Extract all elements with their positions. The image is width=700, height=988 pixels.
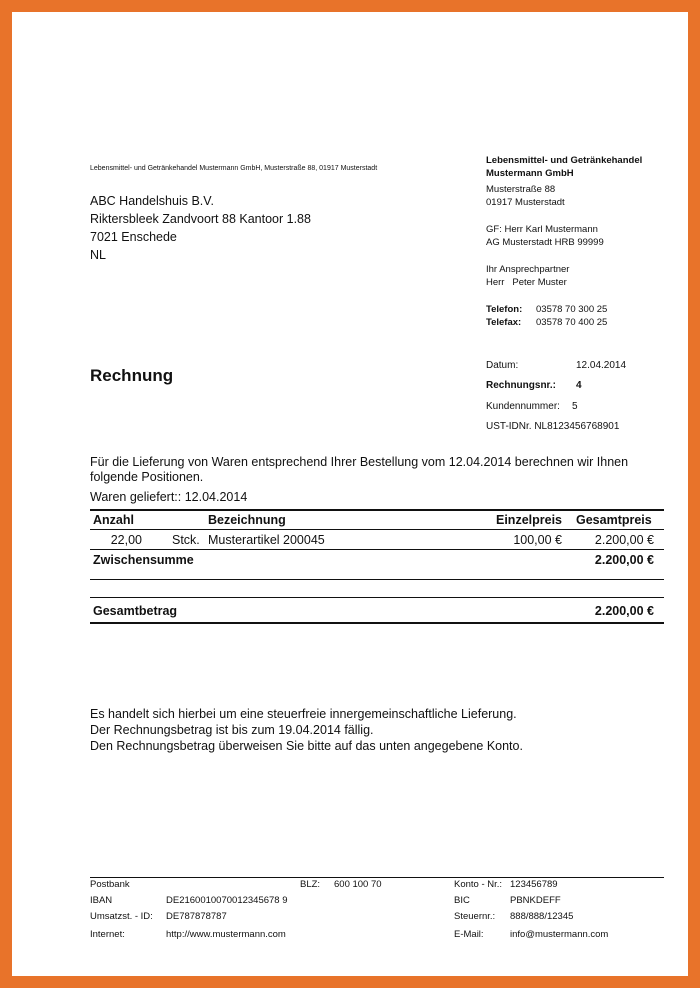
konto-label: Konto - Nr.: <box>454 879 503 890</box>
email-label: E-Mail: <box>454 929 484 940</box>
ustid-label: Umsatzst. - ID: <box>90 911 153 922</box>
footer-rule <box>90 877 664 878</box>
intro-line1: Für die Lieferung von Waren entsprechend Ihrer Bestellung vom 12.04.2014 berechnen wir Ihnen <box>90 455 629 469</box>
company-register: AG Musterstadt HRB 99999 <box>486 237 604 248</box>
row-unit-price: 100,00 € <box>513 533 562 547</box>
delivery-date: Waren geliefert:: 12.04.2014 <box>90 490 248 504</box>
bank-name: Postbank <box>90 879 130 890</box>
subtotal-label: Zwischensumme <box>93 553 194 567</box>
row-description: Musterartikel 200045 <box>208 533 325 547</box>
note-line3: Den Rechnungsbetrag überweisen Sie bitte auf das unten angegebene Konto. <box>90 739 523 753</box>
row-rule <box>90 549 664 550</box>
invoice-title: Rechnung <box>90 366 174 385</box>
vat-id: UST-IDNr. NL8123456768901 <box>486 421 620 432</box>
header-desc: Bezeichnung <box>208 513 286 527</box>
contact-name: Herr Peter Muster <box>486 277 567 288</box>
row-unit-label: Stck. <box>172 533 200 547</box>
fax-label: Telefax: <box>486 317 522 328</box>
steuer-label: Steuernr.: <box>454 911 496 922</box>
table-top-rule <box>90 509 664 511</box>
invoice-page <box>12 12 688 976</box>
blz-value: 600 100 70 <box>334 879 382 890</box>
company-gf: GF: Herr Karl Mustermann <box>486 224 598 235</box>
grand-top-rule <box>90 597 664 598</box>
company-name-line1: Lebensmittel- und Getränkehandel <box>486 155 643 166</box>
date-label: Datum: <box>486 360 519 371</box>
invoice-number-value: 4 <box>576 380 582 391</box>
recipient-street: Riktersbleek Zandvoort 88 Kantoor 1.88 <box>90 212 311 226</box>
recipient-city: 7021 Enschede <box>90 230 177 244</box>
sender-return-line: Lebensmittel- und Getränkehandel Mustermann GmbH, Musterstraße 88, 01917 Musterstadt <box>90 165 378 172</box>
bic-value: PBNKDEFF <box>510 895 561 906</box>
grand-total-value: 2.200,00 € <box>594 604 654 618</box>
intro-line2: folgende Positionen. <box>90 470 204 484</box>
phone-value: 03578 70 300 25 <box>536 304 608 315</box>
date-value: 12.04.2014 <box>576 360 627 371</box>
ustid-value: DE787878787 <box>166 911 227 922</box>
recipient-name: ABC Handelshuis B.V. <box>90 194 214 208</box>
email-value: info@mustermann.com <box>510 929 609 940</box>
header-rule <box>90 529 664 530</box>
subtotal-value: 2.200,00 € <box>594 553 654 567</box>
header-qty: Anzahl <box>93 513 134 527</box>
blz-label: BLZ: <box>300 879 321 890</box>
header-unit-price: Einzelpreis <box>496 513 562 527</box>
row-total: 2.200,00 € <box>594 533 654 547</box>
invoice-number-label: Rechnungsnr.: <box>486 380 557 391</box>
grand-total-label: Gesamtbetrag <box>93 604 178 618</box>
customer-number-value: 5 <box>572 401 578 412</box>
company-street: Musterstraße 88 <box>486 184 556 195</box>
company-city: 01917 Musterstadt <box>486 197 565 208</box>
note-line1: Es handelt sich hierbei um eine steuerfreie innergemeinschaftliche Lieferung. <box>90 707 517 721</box>
subtotal-rule <box>90 579 664 580</box>
bic-label: BIC <box>454 895 470 906</box>
note-line2: Der Rechnungsbetrag ist bis zum 19.04.2014 fällig. <box>90 723 374 737</box>
web-value: http://www.mustermann.com <box>166 929 286 940</box>
fax-value: 03578 70 400 25 <box>536 317 608 328</box>
contact-label: Ihr Ansprechpartner <box>486 264 570 275</box>
grand-bottom-rule <box>90 622 664 624</box>
web-label: Internet: <box>90 929 125 940</box>
iban-label: IBAN <box>90 895 113 906</box>
customer-number-label: Kundennummer: <box>486 401 560 412</box>
iban-value: DE2160010070012345678 9 <box>166 895 288 906</box>
steuer-value: 888/888/12345 <box>510 911 574 922</box>
row-qty: 22,00 <box>110 533 142 547</box>
header-total-price: Gesamtpreis <box>576 513 652 527</box>
recipient-country: NL <box>90 248 106 262</box>
konto-value: 123456789 <box>510 879 558 890</box>
company-name-line2: Mustermann GmbH <box>486 168 574 179</box>
phone-label: Telefon: <box>486 304 523 315</box>
